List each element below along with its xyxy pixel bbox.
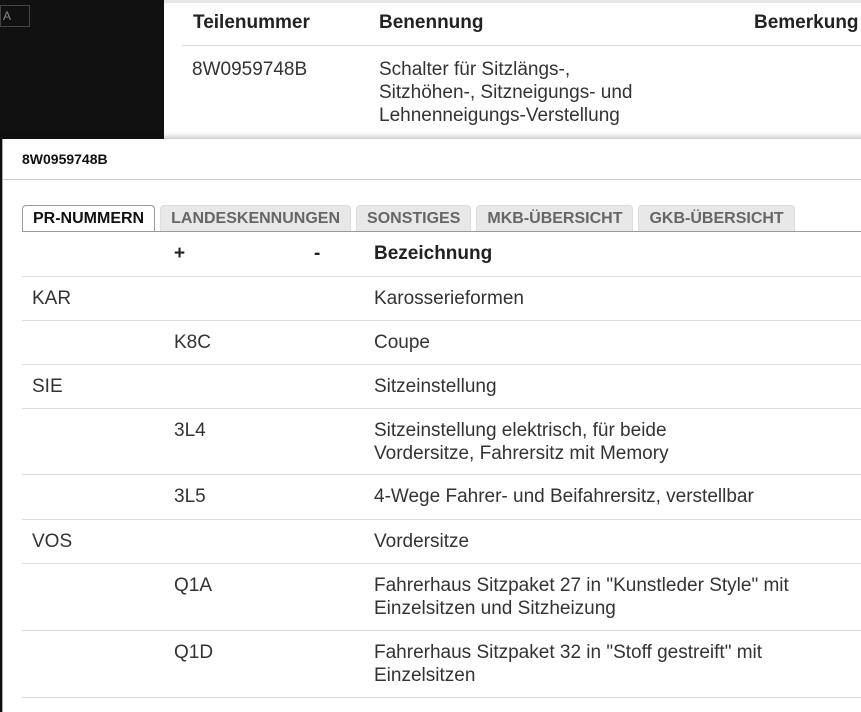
pr-code: 3L4 (174, 420, 206, 441)
table-row (22, 277, 861, 321)
left-backdrop (0, 0, 164, 140)
row-description: Vordersitze, Fahrersitz mit Memory (374, 443, 669, 464)
part-description-line: Schalter für Sitzlängs-, (379, 59, 571, 80)
pr-details-dialog (2, 139, 861, 712)
parts-table-header (182, 0, 861, 46)
pr-code: Q1A (174, 575, 213, 596)
row-description: Coupe (374, 332, 430, 353)
dialog-title-bar[interactable] (3, 139, 861, 180)
tab-landeskennungen[interactable]: LANDESKENNUNGEN (160, 205, 351, 231)
pr-code: K8C (174, 332, 211, 353)
row-description: 4-Wege Fahrer- und Beifahrersitz, verstellbar (374, 486, 754, 507)
col-benennung: Benennung (379, 12, 484, 33)
pr-code: 3L5 (174, 486, 206, 507)
tab-pr-nummern[interactable]: PR-NUMMERN (22, 205, 155, 232)
col-teilenummer: Teilenummer (193, 12, 310, 33)
part-number[interactable]: 8W0959748B (192, 59, 308, 80)
pr-table (22, 232, 861, 698)
table-row (22, 520, 861, 564)
tab-gkb-uebersicht[interactable]: GKB-ÜBERSICHT (638, 205, 794, 231)
row-description: Vordersitze (374, 531, 470, 552)
row-description: Einzelsitzen (374, 665, 476, 686)
pr-table-header (22, 232, 861, 277)
pr-code: Q1D (174, 642, 214, 663)
tab-bar (22, 205, 795, 232)
part-description-line: Sitzhöhen-, Sitzneigungs- und (379, 82, 633, 103)
row-description: Karosserieformen (374, 288, 524, 309)
row-description: Sitzeinstellung elektrisch, für beide (374, 420, 667, 441)
table-row (22, 321, 861, 365)
tab-mkb-uebersicht[interactable]: MKB-ÜBERSICHT (476, 205, 633, 231)
table-row (22, 475, 861, 520)
row-description: Fahrerhaus Sitzpaket 32 in "Stoff gestreift" mit (374, 642, 763, 663)
row-description: Sitzeinstellung (374, 376, 497, 397)
dialog-title: 8W0959748B (22, 151, 108, 167)
header-bezeichnung: Bezeichnung (374, 243, 493, 264)
parts-table (164, 0, 861, 140)
col-bemerkung: Bemerkung (754, 12, 859, 33)
part-description-line: Lehnenneigungs-Verstellung (379, 105, 620, 126)
row-description: Fahrerhaus Sitzpaket 27 in "Kunstleder Style" mit (374, 575, 789, 596)
row-description: Einzelsitzen und Sitzheizung (374, 598, 616, 619)
table-row (22, 564, 861, 631)
family-code: SIE (32, 376, 63, 397)
table-row (22, 631, 861, 698)
family-code: KAR (32, 288, 72, 309)
table-row (22, 365, 861, 409)
family-code: VOS (32, 531, 73, 552)
table-row (22, 409, 861, 475)
tab-sonstiges[interactable]: SONSTIGES (356, 205, 471, 231)
header-plus: + (174, 243, 186, 264)
header-minus: - (314, 243, 321, 264)
fragment-field: A (0, 5, 30, 27)
